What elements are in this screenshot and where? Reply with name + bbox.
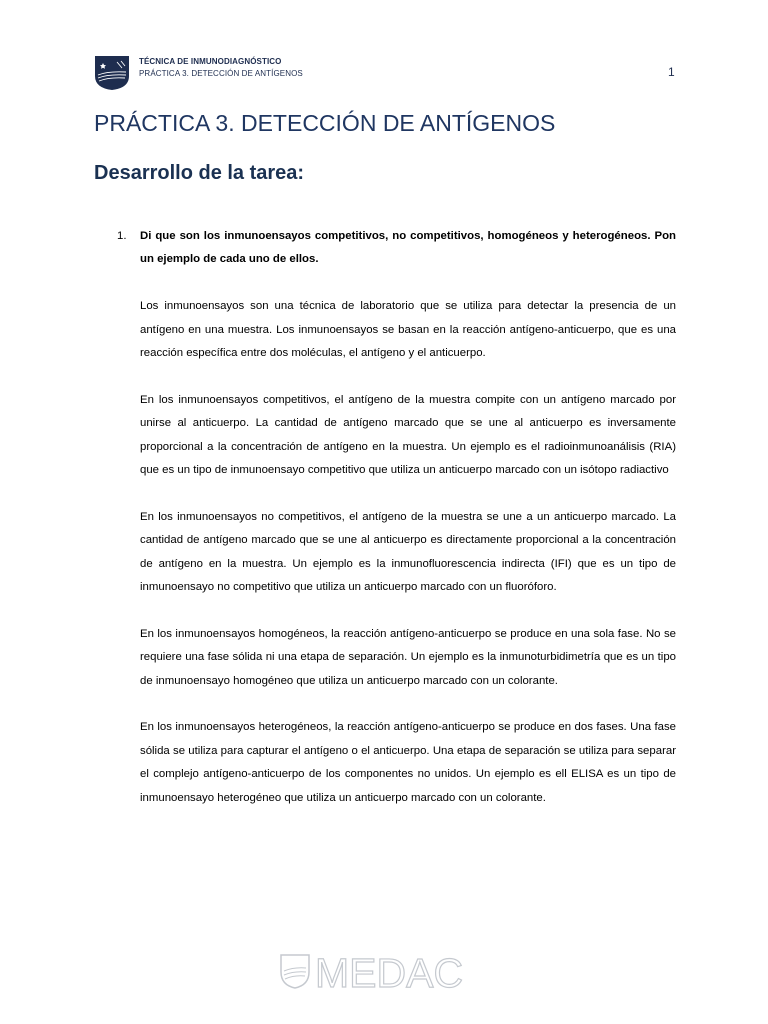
- paragraph-competitive: En los inmunoensayos competitivos, el antígeno de la muestra compite con un antígeno marcado por unirse al anticuerpo. La cantidad de antígeno marcado que se une al anticuerpo es inversamente proporcional a la concentración de antígeno en la muestra. Un ejemplo es el radioinmunoanálisis (RIA) que es un tipo de inmunoensayo competitivo que utiliza un anticuerpo marcado con un isótopo radiactivo: [140, 393, 676, 477]
- footer-brand-text: MEDAC: [315, 950, 464, 994]
- document-body: [117, 225, 676, 810]
- medac-shield-logo: [94, 55, 130, 91]
- question-number: 1.: [117, 230, 127, 242]
- paragraph-intro: Los inmunoensayos son una técnica de laboratorio que se utiliza para detectar la presencia de un antígeno en una muestra. Los inmunoensayos se basan en la reacción antígeno-anticuerpo, que es una reacción específica entre dos moléculas, el antígeno y el anticuerpo.: [140, 300, 676, 360]
- document-header: [139, 57, 303, 78]
- question-text: Di que son los inmunoensayos competitivos, no competitivos, homogéneos y heterogéneos. Pon un ejemplo de cada uno de ellos.: [140, 230, 676, 266]
- medac-footer-logo: [279, 950, 479, 994]
- paragraph-heterogeneous: En los inmunoensayos heterogéneos, la reacción antígeno-anticuerpo se produce en dos fases. Una fase sólida se utiliza para capturar el antígeno o el anticuerpo. Una etapa de separación se utiliza para separar el complejo antígeno-anticuerpo de los componentes no unidos. Un ejemplo es ell ELISA es un tipo de inmunoensayo heterogéneo que utiliza un anticuerpo marcado con un colorante.: [140, 721, 676, 804]
- course-name: TÉCNICA DE INMUNODIAGNÓSTICO: [139, 57, 282, 66]
- page-number: 1: [668, 65, 675, 79]
- paragraph-homogeneous: En los inmunoensayos homogéneos, la reacción antígeno-anticuerpo se produce en una sola fase. No se requiere una fase sólida ni una etapa de separación. Un ejemplo es la inmunoturbidimetría que es un tipo de inmunoensayo homogéneo que utiliza un anticuerpo marcado con un colorante.: [140, 627, 676, 687]
- question-item: [117, 225, 676, 272]
- section-heading: Desarrollo de la tarea:: [94, 162, 305, 184]
- practice-name: PRÁCTICA 3. DETECCIÓN DE ANTÍGENOS: [139, 69, 303, 78]
- paragraph-noncompetitive: En los inmunoensayos no competitivos, el antígeno de la muestra se une a un anticuerpo marcado. La cantidad de antígeno marcado que se une al anticuerpo es directamente proporcional a la concentración de antígeno en la muestra. Un ejemplo es la inmunofluorescencia indirecta (IFI) que es un tipo de inmunoensayo no competitivo que utiliza un anticuerpo marcado con un fluoróforo.: [140, 510, 676, 594]
- page-title: PRÁCTICA 3. DETECCIÓN DE ANTÍGENOS: [94, 110, 556, 136]
